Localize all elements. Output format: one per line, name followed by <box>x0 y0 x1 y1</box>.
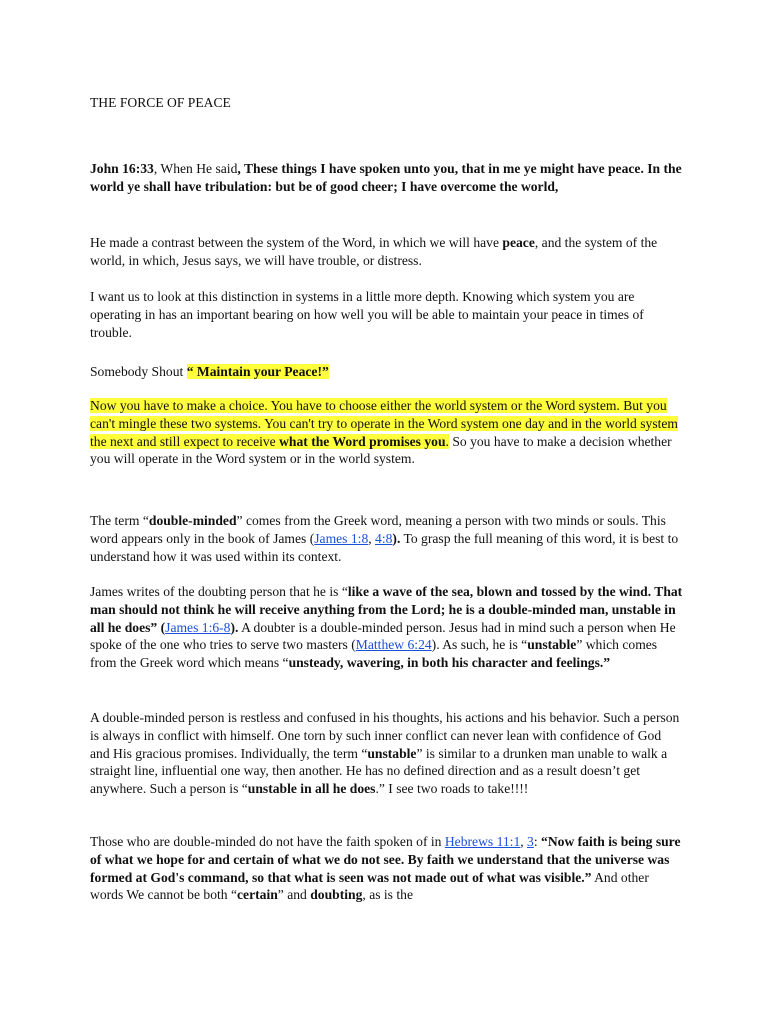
paragraph-contrast: He made a contrast between the system of the Word, in which we will have peace, and the system of the world, in which, Jesus says, we will have trouble, or distress. <box>90 235 658 268</box>
scripture-quote: , These things I have spoken unto you, that in me ye might have peace. In the world ye shall have tribulation: but be of good cheer; I have overcome the world, <box>90 161 682 194</box>
paragraph-james-writes: James writes of the doubting person that he is “like a wave of the sea, blown and tossed by the wind. That man should not think he will receive anything from the Lord; he is a double-minded man, unstable in all he does” (James 1:6-8). A doubter is a double-minded person. Jesus had in mind such a person when He spoke of the one who tries to serve two masters (Matthew 6:24). As such, he is “unstable” which comes from the Greek word which means “unsteady, wavering, in both his character and feelings.” <box>90 584 683 671</box>
document-title: THE FORCE OF PEACE <box>90 95 231 110</box>
link-james-1-6-8[interactable]: James 1:6-8 <box>165 619 231 635</box>
scripture-reference: John 16:33 <box>90 161 154 176</box>
highlighted-shout: “ Maintain your Peace!” <box>186 364 329 379</box>
link-matthew-6-24[interactable]: Matthew 6:24 <box>355 637 432 653</box>
link-james-4-8[interactable]: 4:8 <box>375 530 393 546</box>
paragraph-faith: Those who are double-minded do not have the faith spoken of in Hebrews 11:1, 3: “Now faith is being sure of what we hope for and certain of what we do not see. By faith we understand that the universe was formed at God's command, so that what is seen was not made out of what was visible.” And other words We cannot be both “certain” and doubting, as is the <box>90 834 681 903</box>
paragraph-restless: A double-minded person is restless and confused in his thoughts, his actions and his behavior. Such a person is always in conflict with himself. One torn by such inner conflict can never lean with confidence of God and His gracious promises. Individually, the term “unstable” is similar to a drunken man unable to walk a straight line, influential one way, then another. He has no defined direction and as a result doesn’t get anywhere. Such a person is “unstable in all he does.” I see two roads to take!!!! <box>90 710 680 797</box>
paragraph-shout: Somebody Shout “ Maintain your Peace!” <box>90 364 329 379</box>
paragraph-double-minded: The term “double-minded” comes from the Greek word, meaning a person with two minds or souls. This word appears only in the book of James (James 1:8, 4:8). To grasp the full meaning of this word, it is best to understand how it was used within its context. <box>90 513 679 564</box>
link-james-1-8[interactable]: James 1:8 <box>314 530 369 546</box>
link-hebrews-11-1[interactable]: Hebrews 11:1 <box>444 834 521 849</box>
paragraph-john-quote: John 16:33, When He said, These things I have spoken unto you, that in me ye might have peace. In the world ye shall have tribulation: but be of good cheer; I have overcome the world, <box>90 161 682 194</box>
paragraph-choice: Now you have to make a choice. You have to choose either the world system or the Word system. But you can't mingle these two systems. You can't try to operate in the Word system one day and in the world system the next and still expect to receive what the Word promises you. So you have to make a decision whether you will operate in the Word system or in the world system. <box>90 398 678 467</box>
link-hebrews-11-3[interactable]: 3 <box>527 834 534 849</box>
paragraph-distinction: I want us to look at this distinction in systems in a little more depth. Knowing which system you are operating in has an important bearing on how well you will be able to maintain your peace in times of trouble. <box>90 289 644 340</box>
highlighted-text: Now you have to make a choice. You have to choose either the world system or the Word system. But you can't mingle these two systems. You can't try to operate in the Word system one day and in the world system the next and still expect to receive what the Word promises you. <box>90 398 678 449</box>
